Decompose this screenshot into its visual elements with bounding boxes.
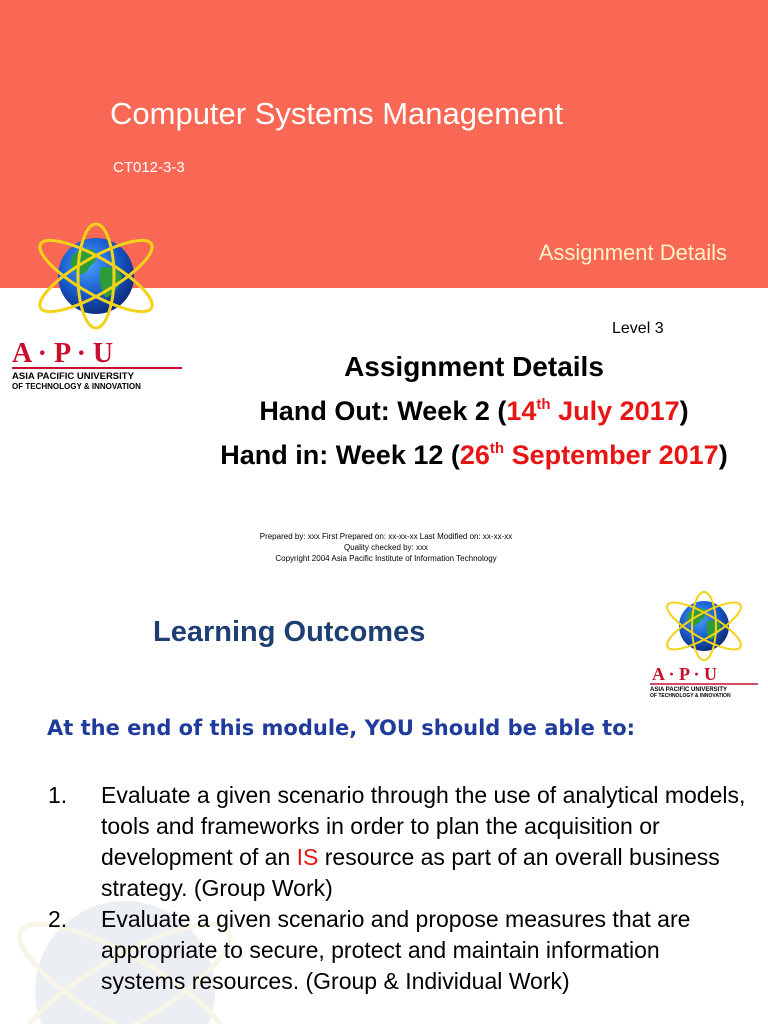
small-logo-name-line1: ASIA PACIFIC UNIVERSITY — [650, 687, 728, 693]
handin-prefix: Hand in: Week 12 ( — [220, 440, 460, 470]
handout-day: 14 — [506, 396, 537, 426]
footer-copyright: Copyright 2004 Asia Pacific Institute of Information Technology — [275, 554, 497, 563]
outcomes-intro: At the end of this module, YOU should be able to: — [47, 716, 636, 740]
outcome-text: Evaluate a given scenario and propose measures that are appropriate to secure, protect and maintain information systems resources. (Group & Individual Work) — [101, 906, 691, 994]
learning-outcomes-slide — [0, 576, 768, 1024]
handout-prefix: Hand Out: Week 2 ( — [259, 396, 507, 426]
handin-date — [460, 440, 719, 470]
footer-prepared: Prepared by: xxx First Prepared on: xx-xx-xx Last Modified on: xx-xx-xx — [259, 532, 513, 541]
handin-day-suffix: th — [489, 440, 505, 457]
outcome-number: 1. — [48, 782, 68, 808]
handout-close: ) — [679, 396, 689, 426]
footer-quality: Quality checked by: xxx — [343, 543, 429, 552]
logo-brand-text: A · P · U — [12, 338, 114, 369]
outcome-text — [101, 782, 745, 901]
handin-day: 26 — [459, 440, 490, 470]
outcome-item — [48, 780, 748, 904]
handin-close: ) — [718, 440, 728, 470]
course-code: CT012-3-3 — [113, 159, 185, 176]
course-title: Computer Systems Management — [110, 96, 564, 131]
slide-title: Learning Outcomes — [153, 616, 426, 648]
outcome-text-after: resource as part of an overall business strategy. (Group Work) — [101, 844, 720, 901]
logo-name-line1: ASIA PACIFIC UNIVERSITY — [12, 371, 134, 382]
handout-line — [0, 396, 768, 427]
outcome-is-highlight: IS — [296, 844, 319, 870]
handout-day-suffix: th — [536, 396, 551, 413]
handout-date — [506, 396, 679, 426]
handout-month-year: July 2017 — [550, 396, 680, 426]
outcome-number: 2. — [48, 906, 68, 932]
apu-globe-logo-small-icon — [648, 588, 760, 698]
details-title: Assignment Details — [344, 351, 604, 382]
small-logo-name-line2: OF TECHNOLOGY & INNOVATION — [650, 693, 731, 698]
outcomes-list — [48, 780, 748, 997]
outcome-text-before: Evaluate a given scenario through the use of analytical models, tools and frameworks in order to plan the acquisition or development of an — [101, 782, 746, 870]
logo-name-line2: OF TECHNOLOGY & INNOVATION — [12, 382, 141, 391]
banner-subtitle: Assignment Details — [538, 240, 727, 265]
small-logo-brand-text: A · P · U — [652, 664, 718, 684]
outcome-item — [48, 904, 748, 997]
handin-line — [0, 440, 768, 471]
level-label: Level 3 — [612, 320, 664, 337]
handin-month-year: September 2017 — [504, 440, 719, 470]
